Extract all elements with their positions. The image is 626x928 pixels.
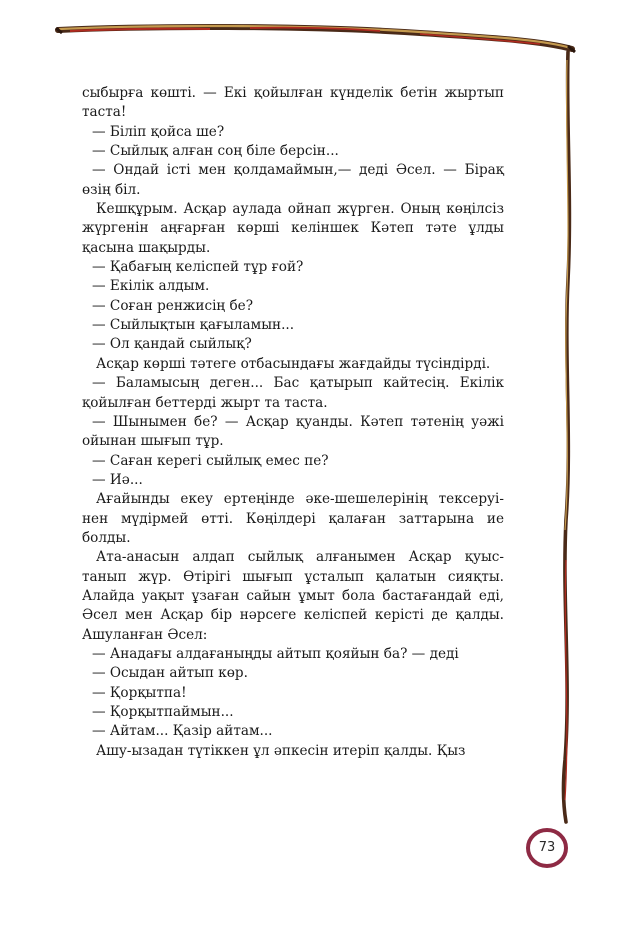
text-line: — Баламысың деген... Бас қатырып кайтесің. Екілік қойылған беттерді жырт та таста. bbox=[82, 375, 504, 411]
text-line: — Анадағы алдағаныңды айтып қояйын ба? — деді bbox=[92, 645, 459, 662]
page-number: 73 bbox=[538, 840, 556, 855]
page-body bbox=[82, 84, 504, 761]
text-paragraph: Ата-анасын алдап сыйлық алғанымен Асқар қуыс-танып жүр. Өтірігі шығып ұсталып қалатын сияқты. Алайда уақыт ұзаған сайын ұмыт бола бастағандай еді, Әсел мен Асқар бір нәрсеге келіспей керісті де қалды. Ашуланған Әсел: bbox=[82, 549, 504, 643]
text-line: — Біліп қойса ше? bbox=[92, 123, 225, 140]
text-line: — Қорқытпа! bbox=[92, 684, 187, 701]
text-line: — Екілік алдым. bbox=[92, 278, 210, 295]
right-stick bbox=[563, 52, 569, 822]
text-line: — Соған ренжисің бе? bbox=[92, 297, 253, 314]
text-line: — Қорқытпаймын... bbox=[92, 704, 234, 720]
text-paragraph: Ағайынды екеу ертеңінде әке-шешелерінің тексеруі-нен мүдірмей өтті. Көңілдері қалаған заттарына ие болды. bbox=[82, 491, 504, 546]
text-line: — Сыйлық алған соң біле берсін... bbox=[92, 143, 339, 160]
text-line: — Айтам... Қазір айтам... bbox=[92, 723, 273, 740]
text-line: сыбырға көшті. — Екі қойылған күнделік бетін жыртып таста! bbox=[82, 85, 504, 121]
text-line: — Сыйлықтын қағыламын... bbox=[92, 317, 295, 334]
text-paragraph: Кешқұрым. Асқар аулада ойнап жүрген. Оның көңілсіз жүргенін аңғарған көрші келіншек Кәтеп тәте ұлды қасына шақырды. bbox=[82, 201, 504, 256]
text-paragraph: Ашу-ызадан түтіккен ұл әпкесін итеріп қалды. Қыз bbox=[96, 742, 466, 759]
text-line: — Саған керегі сыйлық емес пе? bbox=[92, 452, 329, 469]
text-line: — Қабағың келіспей тұр ғой? bbox=[92, 259, 304, 276]
text-line: — Иә... bbox=[92, 471, 143, 488]
text-line: — Осыдан айтып көр. bbox=[92, 665, 248, 682]
top-stick bbox=[56, 26, 575, 52]
text-paragraph: Асқар көрші тәтеге отбасындағы жағдайды түсіндірді. bbox=[96, 355, 491, 372]
text-line: — Шынымен бе? — Асқар қуанды. Кәтеп тәтенің уәжі ойынан шығып тұр. bbox=[82, 413, 504, 450]
text-line: — Ол қандай сыйлық? bbox=[92, 336, 252, 353]
text-line: — Ондай істі мен қолдамаймын,— деді Әсел. — Бірақ өзің біл. bbox=[82, 162, 504, 198]
